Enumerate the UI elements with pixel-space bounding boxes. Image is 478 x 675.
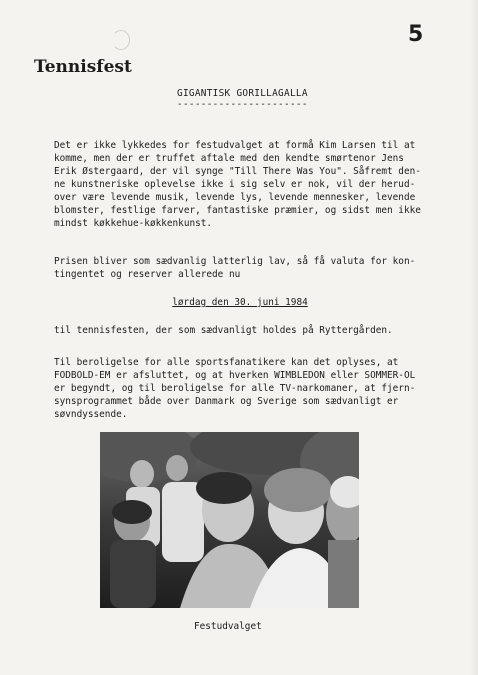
section-heading: Tennisfest: [34, 57, 132, 77]
paragraph-reassurance: [54, 356, 434, 421]
text-line: Prisen bliver som sædvanlig latterlig lav, så få valuta for kon-: [54, 256, 416, 267]
punch-hole-mark: [112, 30, 130, 50]
event-date: lørdag den 30. juni 1984: [172, 297, 308, 308]
text-line: Til beroligelse for alle sportsfanatikere kan det oplyses, at: [54, 357, 399, 368]
text-line: søvndyssende.: [54, 409, 128, 420]
article-title-underline: ----------------------: [177, 99, 308, 110]
text-line: mindst køkkehue-køkkenkunst.: [54, 218, 213, 229]
text-line: over være levende musik, levende lys, levende mennesker, levende: [54, 192, 416, 203]
page-edge-shadow: [470, 0, 478, 675]
text-line: synsprogrammet både over Danmark og Sverige som sædvanligt er: [54, 396, 399, 407]
paragraph-venue: [54, 324, 434, 337]
text-line: FODBOLD-EM er afsluttet, og at hverken WIMBLEDON eller SOMMER-OL: [54, 370, 416, 381]
text-line: ne kunstneriske oplevelse ikke i sig selv er nok, vil der herud-: [54, 179, 416, 190]
text-line: tingentet og reserver allerede nu: [54, 269, 241, 280]
committee-photo: [100, 432, 359, 608]
paragraph-price: [54, 255, 434, 281]
page-number: 5: [408, 22, 424, 47]
text-line: til tennisfesten, der som sædvanligt holdes på Ryttergården.: [54, 325, 393, 336]
text-line: er begyndt, og til beroligelse for alle TV-narkomaner, at fjern-: [54, 383, 416, 394]
text-line: Erik Østergaard, der vil synge "Till There Was You". Såfremt den-: [54, 166, 421, 177]
photo-caption: Festudvalget: [194, 621, 262, 632]
paragraph-intro: [54, 139, 434, 230]
text-line: komme, men der er truffet aftale med den kendte smørtenor Jens: [54, 153, 404, 164]
text-line: blomster, festlige farver, fantastiske præmier, og sidst men ikke: [54, 205, 421, 216]
text-line: Det er ikke lykkedes for festudvalget at formå Kim Larsen til at: [54, 140, 416, 151]
article-title: GIGANTISK GORILLAGALLA: [177, 88, 308, 99]
